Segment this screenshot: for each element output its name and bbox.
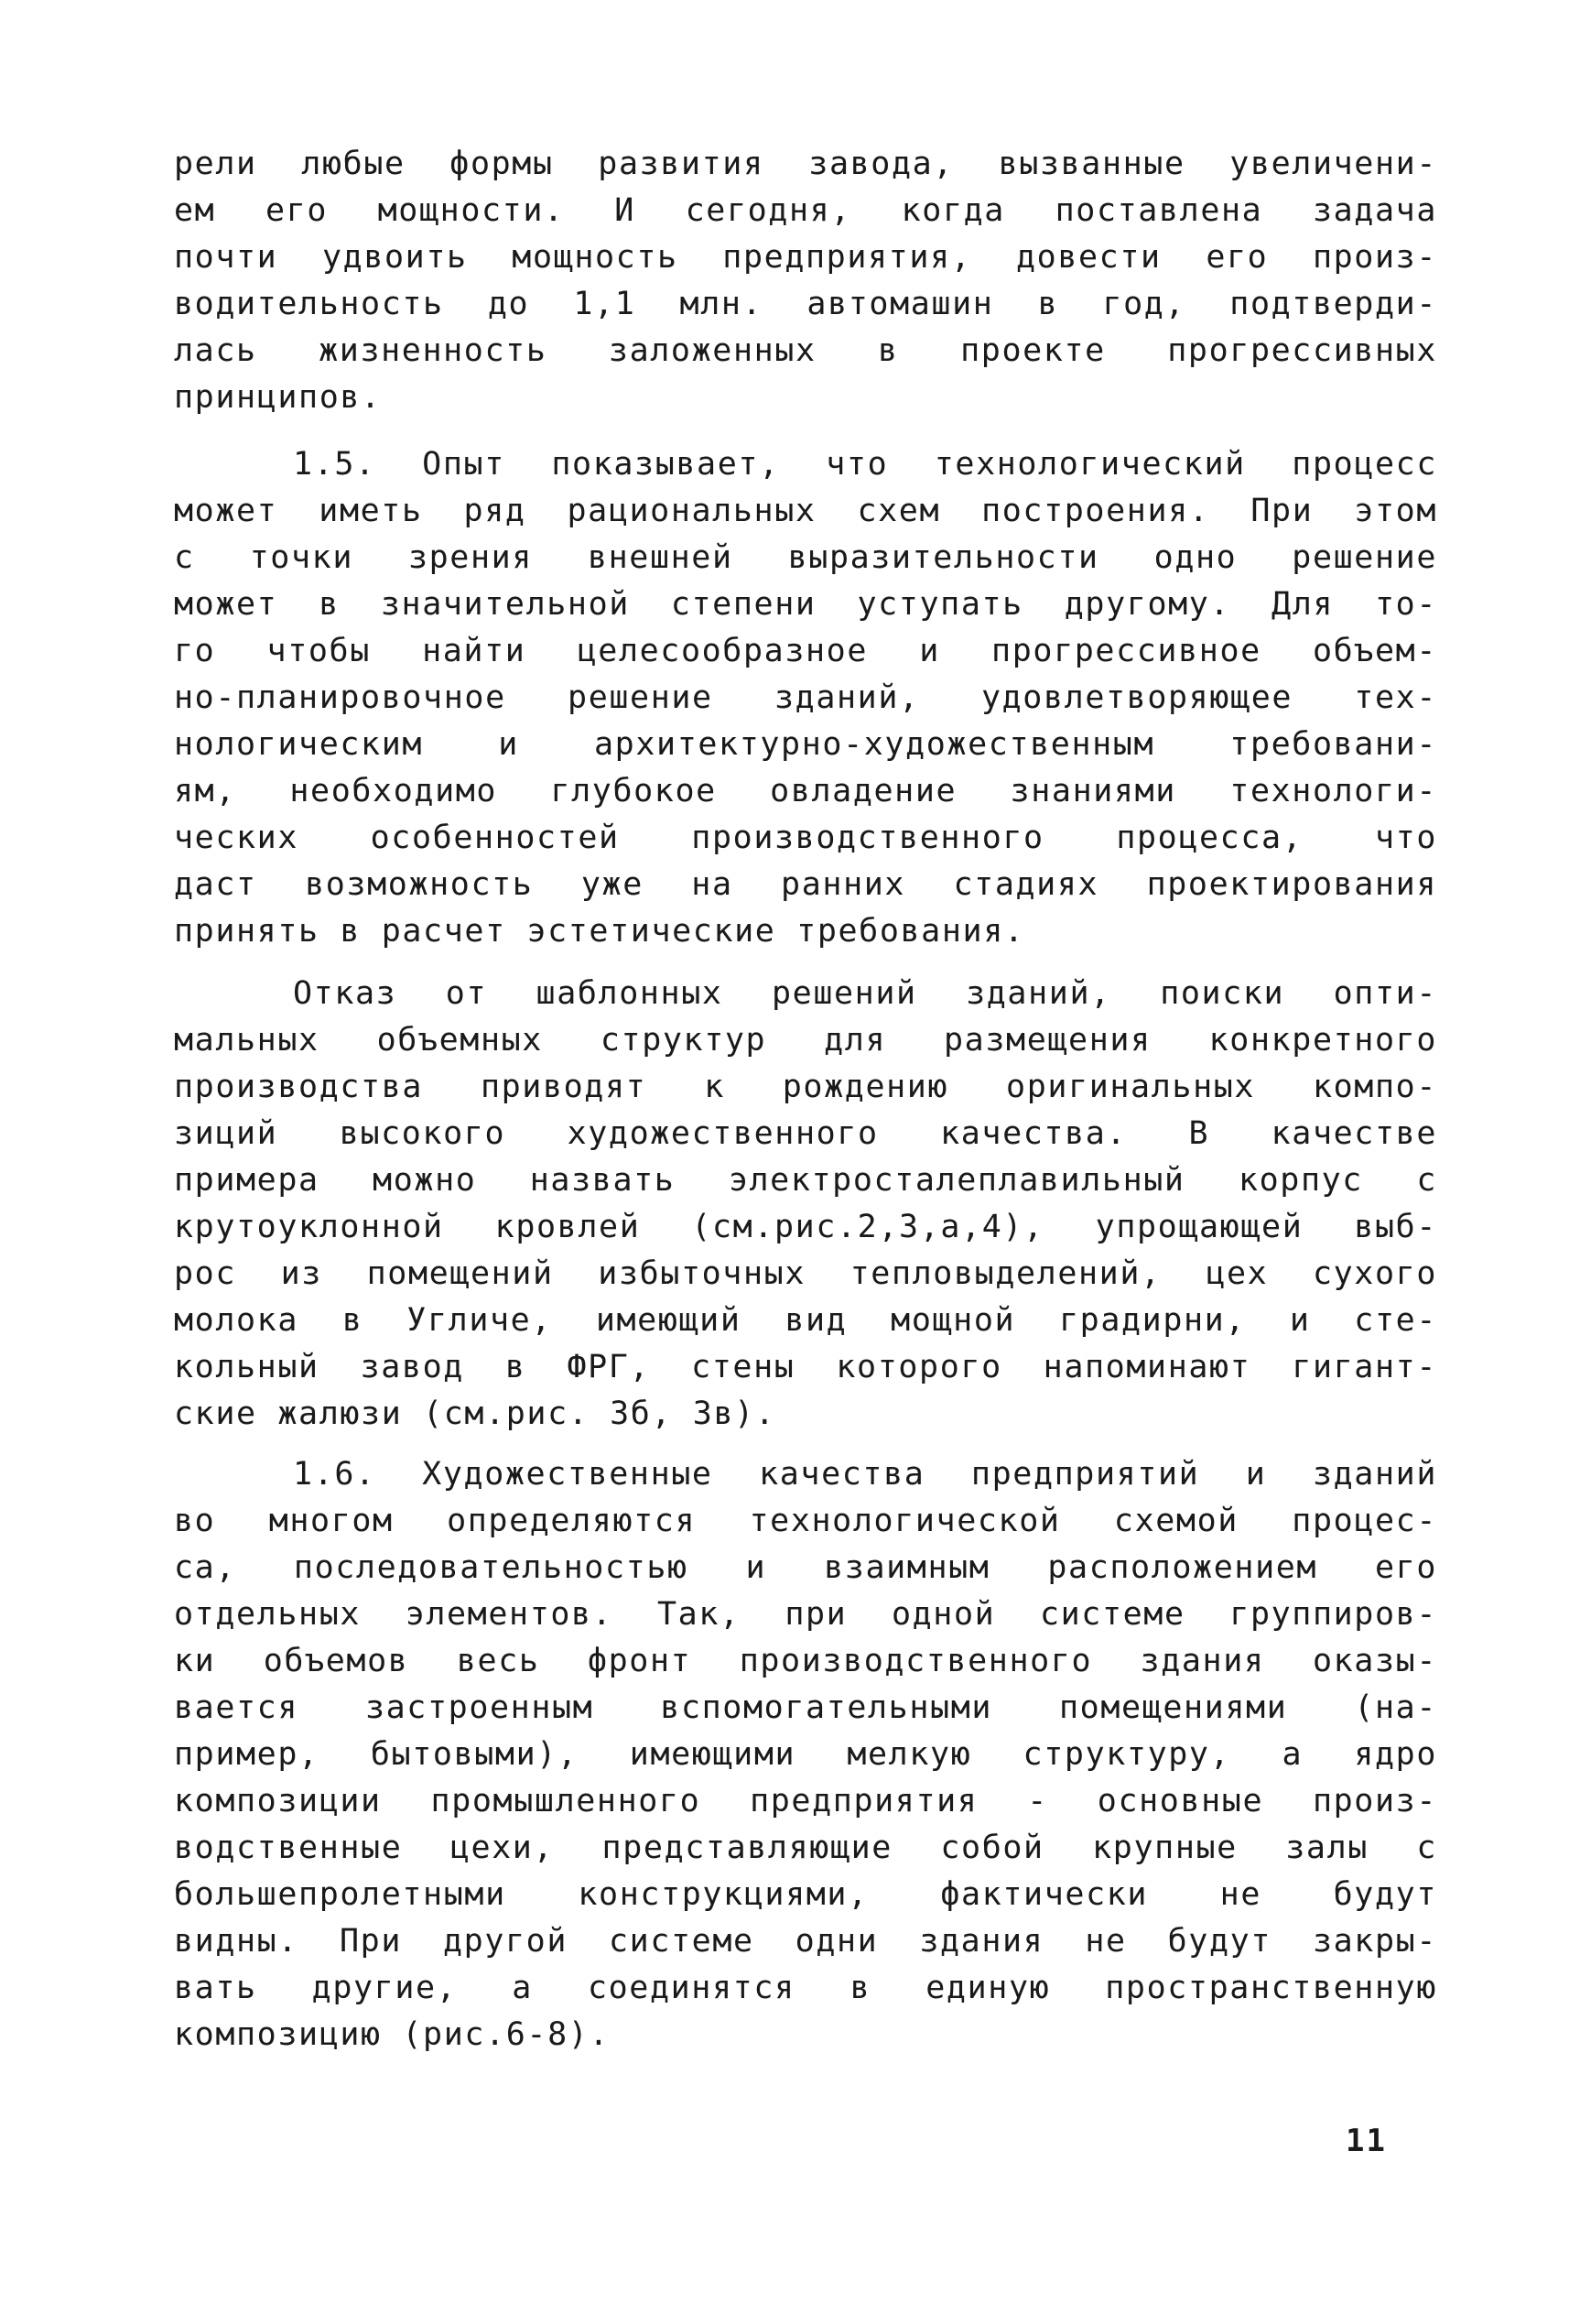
- paragraph-4: [174, 1451, 1437, 2058]
- text-line: но-планировочное решение зданий, удовлетворяющее тех-: [174, 679, 1437, 716]
- text-line: примера можно назвать электросталеплавильный корпус с: [174, 1162, 1437, 1199]
- text-line: ки объемов весь фронт производственного здания оказы-: [174, 1643, 1437, 1679]
- text-line: водственные цехи, представляющие собой крупные залы с: [174, 1830, 1437, 1866]
- text-line: водительность до 1,1 млн. автомашин в год, подтверди-: [174, 286, 1437, 322]
- text-line: с точки зрения внешней выразительности одно решение: [174, 539, 1437, 576]
- text-line: отдельных элементов. Так, при одной системе группиров-: [174, 1596, 1437, 1633]
- text-line: принять в расчет эстетические требования.: [174, 913, 1025, 950]
- text-line: мальных объемных структур для размещения конкретного: [174, 1022, 1437, 1059]
- text-line: 1.5. Опыт показывает, что технологический процесс: [293, 446, 1437, 483]
- text-line: композицию (рис.6-8).: [174, 2016, 611, 2053]
- paragraph-1: [174, 141, 1437, 421]
- text-line: вается застроенным вспомогательными помещениями (на-: [174, 1689, 1437, 1726]
- text-line: видны. При другой системе одни здания не будут закры-: [174, 1923, 1437, 1960]
- text-line: производства приводят к рождению оригинальных компо-: [174, 1069, 1437, 1105]
- text-line: 1.6. Художественные качества предприятий и зданий: [293, 1456, 1437, 1493]
- text-line: вать другие, а соединятся в единую пространственную: [174, 1970, 1437, 2006]
- text-line: ческих особенностей производственного процесса, что: [174, 820, 1437, 856]
- paragraph-3: [174, 971, 1437, 1438]
- text-line: почти удвоить мощность предприятия, довести его произ-: [174, 239, 1437, 276]
- text-line: ские жалюзи (см.рис. 3б, 3в).: [174, 1395, 776, 1432]
- text-line: может в значительной степени уступать другому. Для то-: [174, 586, 1437, 623]
- text-line: ям, необходимо глубокое овладение знаниями технологи-: [174, 773, 1437, 809]
- text-line: во многом определяются технологической схемой процес-: [174, 1503, 1437, 1539]
- text-line: рели любые формы развития завода, вызванные увеличени-: [174, 146, 1437, 182]
- paragraph-2: [174, 441, 1437, 955]
- text-line: рос из помещений избыточных тепловыделений, цех сухого: [174, 1255, 1437, 1292]
- text-line: даст возможность уже на ранних стадиях проектирования: [174, 866, 1437, 903]
- text-line: может иметь ряд рациональных схем построения. При этом: [174, 493, 1437, 529]
- text-line: зиций высокого художественного качества. В качестве: [174, 1115, 1437, 1152]
- page-number: 11: [1346, 2123, 1387, 2159]
- text-line: кольный завод в ФРГ, стены которого напоминают гигант-: [174, 1349, 1437, 1385]
- text-line: лась жизненность заложенных в проекте прогрессивных: [174, 332, 1437, 369]
- text-line: принципов.: [174, 379, 382, 416]
- text-line: композиции промышленного предприятия - основные произ-: [174, 1783, 1437, 1819]
- text-line: пример, бытовыми), имеющими мелкую структуру, а ядро: [174, 1736, 1437, 1773]
- text-line: са, последовательностью и взаимным расположением его: [174, 1549, 1437, 1586]
- text-line: большепролетными конструкциями, фактически не будут: [174, 1876, 1437, 1913]
- text-line: нологическим и архитектурно-художественным требовани-: [174, 726, 1437, 763]
- text-line: Отказ от шаблонных решений зданий, поиски опти-: [293, 975, 1437, 1012]
- text-line: крутоуклонной кровлей (см.рис.2,3,а,4), упрощающей выб-: [174, 1209, 1437, 1245]
- text-line: го чтобы найти целесообразное и прогрессивное объем-: [174, 633, 1437, 669]
- text-line: ем его мощности. И сегодня, когда поставлена задача: [174, 192, 1437, 229]
- text-line: молока в Угличе, имеющий вид мощной градирни, и сте-: [174, 1302, 1437, 1339]
